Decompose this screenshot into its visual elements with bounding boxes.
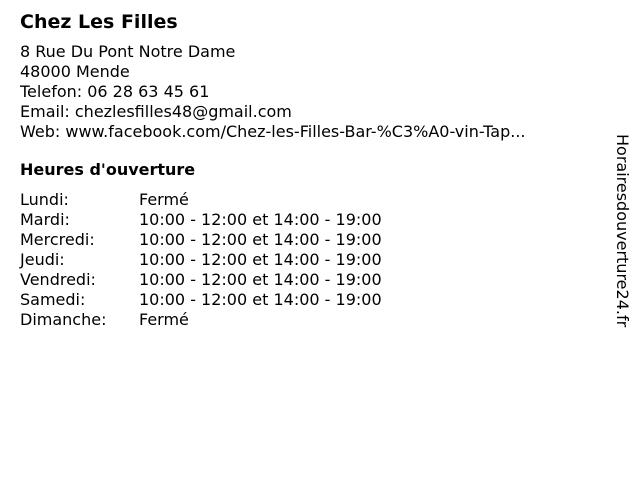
day-label: Lundi: [20,190,69,209]
email-line [20,102,600,122]
hours-row-wednesday [20,230,600,250]
address-street: 8 Rue Du Pont Notre Dame [20,42,236,61]
email-label: Email: [20,102,70,121]
day-hours: 10:00 - 12:00 et 14:00 - 19:00 [139,230,382,249]
hours-row-tuesday [20,210,600,230]
day-hours: 10:00 - 12:00 et 14:00 - 19:00 [139,290,382,309]
day-label: Samedi: [20,290,86,309]
phone-label: Telefon: [20,82,83,101]
day-hours: 10:00 - 12:00 et 14:00 - 19:00 [139,270,382,289]
day-label: Vendredi: [20,270,96,289]
hours-row-friday [20,270,600,290]
web-line [20,122,600,142]
hours-heading: Heures d'ouverture [20,160,196,179]
business-name: Chez Les Filles [20,11,178,33]
phone-value[interactable]: 06 28 63 45 61 [87,82,210,101]
email-value[interactable]: chezlesfilles48@gmail.com [74,102,292,121]
hours-row-monday [20,190,600,210]
site-watermark: Horairesdouverture24.fr [613,134,632,328]
address-city: 48000 Mende [20,62,130,81]
hours-row-saturday [20,290,600,310]
day-hours: 10:00 - 12:00 et 14:00 - 19:00 [139,250,382,269]
day-label: Mercredi: [20,230,95,249]
day-label: Mardi: [20,210,70,229]
hours-row-thursday [20,250,600,270]
day-label: Dimanche: [20,310,107,329]
business-card [20,10,600,330]
hours-row-sunday [20,310,600,330]
day-hours: Fermé [139,190,189,209]
day-label: Jeudi: [20,250,65,269]
day-hours: 10:00 - 12:00 et 14:00 - 19:00 [139,210,382,229]
phone-line [20,82,600,102]
web-label: Web: [20,122,61,141]
day-hours: Fermé [139,310,189,329]
hours-list [20,190,600,330]
web-link[interactable]: www.facebook.com/Chez-les-Filles-Bar-%C3%A0-vin-Tap... [65,122,526,141]
